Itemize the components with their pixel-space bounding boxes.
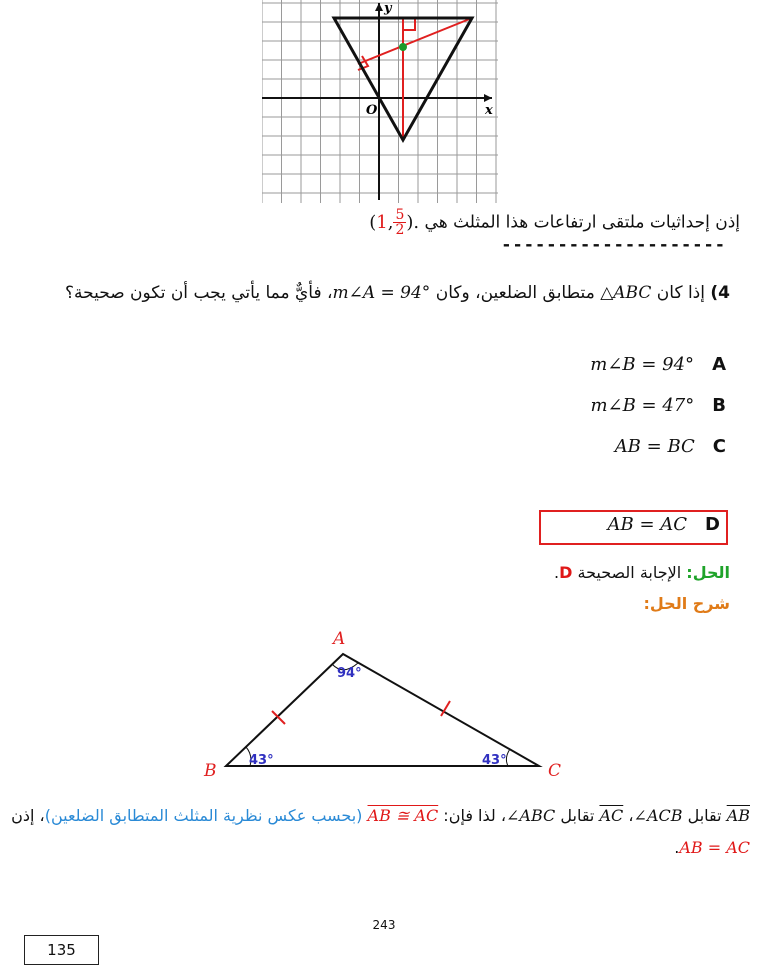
question-text-2: متطابق الضلعين، وكان xyxy=(435,283,595,303)
choice-d: AB = AC D xyxy=(607,514,720,535)
congruence-statement: AB ≅ AC xyxy=(367,806,439,825)
choice-c: AB = BC C xyxy=(614,436,726,457)
coordinate-grid-figure xyxy=(262,0,498,203)
x-axis-label: x xyxy=(485,103,493,118)
choice-b: m∠B = 47° B xyxy=(590,395,726,416)
segment-ab: $\overline{AB}$ xyxy=(726,806,750,825)
angle-a-measure: m∠A = 94° xyxy=(332,283,431,303)
solution-line: الحل: الإجابة الصحيحة D. xyxy=(554,563,730,582)
theorem-reference: (بحسب عكس نظرية المثلث المتطابق الضلعين) xyxy=(44,806,363,825)
solution-text: الإجابة الصحيحة xyxy=(577,563,682,582)
choice-a: m∠B = 94° A xyxy=(590,354,726,375)
isosceles-triangle-figure xyxy=(196,612,576,784)
page-number: 243 xyxy=(372,918,396,932)
orthocenter-point xyxy=(399,43,407,51)
angle-abc: ∠ABC xyxy=(506,806,556,825)
conclusion-text: إذن إحداثيات ملتقى ارتفاعات هذا المثلث هي xyxy=(424,212,740,233)
point-y-fraction: $\frac{5}{2}$ xyxy=(395,207,405,238)
triangle-abc xyxy=(226,654,539,766)
solution-label: الحل: xyxy=(686,563,730,582)
solution-answer: D xyxy=(559,563,573,582)
angle-c-label: 43° xyxy=(482,753,507,768)
point-x-value: 1 xyxy=(376,211,388,233)
section-divider: -------------------- xyxy=(501,235,726,255)
angle-b-label: 43° xyxy=(249,753,274,768)
y-axis-label: y xyxy=(384,1,392,16)
result-statement: AB = AC xyxy=(679,838,750,857)
question-text-3: ، فأيٌّ مما يأتي يجب أن تكون صحيحة؟ xyxy=(64,283,333,303)
vertex-a-label: A xyxy=(333,629,346,649)
question-text-1: إذا كان xyxy=(656,283,705,303)
segment-ac: $\overline{AC}$ xyxy=(599,806,624,825)
triangle-name: △ABC xyxy=(600,283,652,303)
angle-acb: ∠ACB xyxy=(633,806,683,825)
question-4 xyxy=(30,278,730,309)
explanation-title: شرح الحل: xyxy=(643,594,730,613)
page-box-number: 135 xyxy=(24,935,99,965)
vertex-c-label: C xyxy=(548,761,562,781)
angle-a-label: 94° xyxy=(337,666,362,681)
orthocenter-conclusion: إذن إحداثيات ملتقى ارتفاعات هذا المثلث هي (1, $\frac{5}{2}$ ). xyxy=(369,207,740,238)
question-number: 4) xyxy=(710,283,730,303)
vertex-b-label: B xyxy=(204,761,217,781)
origin-label: O xyxy=(366,103,378,118)
explanation-paragraph: $\overline{AB}$ تقابل ∠ACB، $\overline{AC}$ تقابل ∠ABC، لذا فإن: AB ≅ AC (بحسب عكس نظرية المثلث المتطابق الضلعين)، إذن AB = AC. xyxy=(11,806,750,857)
